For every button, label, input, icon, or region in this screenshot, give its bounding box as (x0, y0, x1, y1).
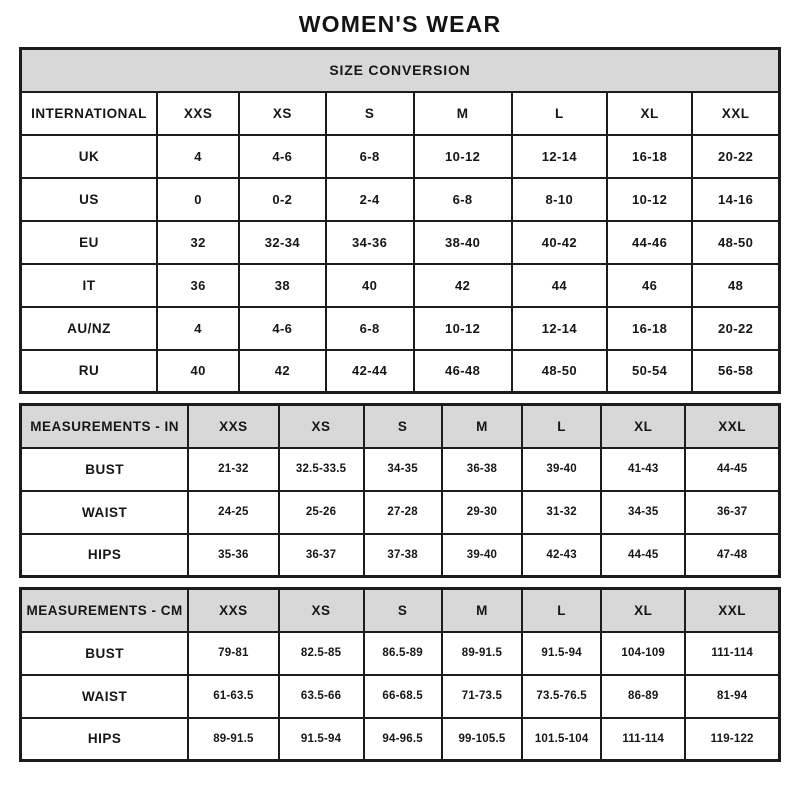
column-header-l: L (512, 92, 608, 135)
column-header-m: M (414, 92, 512, 135)
cell: 37-38 (364, 534, 442, 577)
column-header-l: L (522, 405, 601, 448)
page-title: WOMEN'S WEAR (298, 11, 502, 37)
table-row-aunz (21, 307, 780, 350)
table-row-hips (21, 534, 780, 577)
table-row-waist (21, 675, 780, 718)
cell: 42-43 (522, 534, 601, 577)
cell: 42-44 (326, 350, 414, 393)
cell: 81-94 (685, 675, 779, 718)
cell: 27-28 (364, 491, 442, 534)
size-conversion-banner: SIZE CONVERSION (21, 49, 780, 92)
cell: 16-18 (607, 135, 692, 178)
column-header-m: M (442, 405, 522, 448)
cell: 89-91.5 (442, 632, 522, 675)
cell: 6-8 (326, 135, 414, 178)
cell: 6-8 (414, 178, 512, 221)
column-header-s: S (364, 589, 442, 632)
column-header-s: S (364, 405, 442, 448)
table-row-us (21, 178, 780, 221)
cell: 4 (157, 135, 239, 178)
cell: 42 (414, 264, 512, 307)
table-banner-row (21, 49, 780, 92)
cell: 16-18 (607, 307, 692, 350)
cell: 119-122 (685, 718, 779, 761)
table-row-bust (21, 632, 780, 675)
cell: 10-12 (607, 178, 692, 221)
cell: 20-22 (692, 135, 779, 178)
cell: 4-6 (239, 307, 326, 350)
cell: 50-54 (607, 350, 692, 393)
cell: 44-45 (685, 448, 779, 491)
cell: 25-26 (279, 491, 364, 534)
row-label: EU (21, 221, 158, 264)
cell: 8-10 (512, 178, 608, 221)
cell: 71-73.5 (442, 675, 522, 718)
cell: 34-35 (364, 448, 442, 491)
cell: 20-22 (692, 307, 779, 350)
cell: 32 (157, 221, 239, 264)
cell: 40-42 (512, 221, 608, 264)
cell: 42 (239, 350, 326, 393)
cell: 39-40 (442, 534, 522, 577)
cell: 10-12 (414, 135, 512, 178)
cell: 6-8 (326, 307, 414, 350)
table-row-waist (21, 491, 780, 534)
cell: 38 (239, 264, 326, 307)
cell: 47-48 (685, 534, 779, 577)
cell: 82.5-85 (279, 632, 364, 675)
row-label: WAIST (21, 675, 189, 718)
cell: 24-25 (188, 491, 278, 534)
chart-container (0, 47, 800, 762)
cell: 91.5-94 (522, 632, 601, 675)
cell: 36-38 (442, 448, 522, 491)
cell: 32.5-33.5 (279, 448, 364, 491)
size-conversion-table (19, 47, 781, 394)
cell: 56-58 (692, 350, 779, 393)
column-header-xxl: XXL (685, 589, 779, 632)
column-header-row (21, 92, 780, 135)
column-header-xxl: XXL (692, 92, 779, 135)
column-header-xl: XL (601, 589, 685, 632)
row-label: IT (21, 264, 158, 307)
cell: 48-50 (512, 350, 608, 393)
column-header-l: L (522, 589, 601, 632)
measurements-in-table (19, 403, 781, 578)
cell: 91.5-94 (279, 718, 364, 761)
column-header-xxs: XXS (188, 405, 278, 448)
cell: 40 (326, 264, 414, 307)
cell: 34-36 (326, 221, 414, 264)
column-header-m: M (442, 589, 522, 632)
table-row-hips (21, 718, 780, 761)
cell: 63.5-66 (279, 675, 364, 718)
cell: 44-46 (607, 221, 692, 264)
column-header-xxs: XXS (188, 589, 278, 632)
row-label: HIPS (21, 534, 189, 577)
table-row-eu (21, 221, 780, 264)
cell: 0 (157, 178, 239, 221)
table-row-it (21, 264, 780, 307)
cell: 4 (157, 307, 239, 350)
row-label: AU/NZ (21, 307, 158, 350)
measurements-cm-header: MEASUREMENTS - CM (21, 589, 189, 632)
cell: 41-43 (601, 448, 685, 491)
cell: 4-6 (239, 135, 326, 178)
cell: 14-16 (692, 178, 779, 221)
table-row-bust (21, 448, 780, 491)
cell: 111-114 (685, 632, 779, 675)
measurements-in-header: MEASUREMENTS - IN (21, 405, 189, 448)
cell: 34-35 (601, 491, 685, 534)
cell: 61-63.5 (188, 675, 278, 718)
table-row-uk (21, 135, 780, 178)
cell: 111-114 (601, 718, 685, 761)
cell: 73.5-76.5 (522, 675, 601, 718)
cell: 31-32 (522, 491, 601, 534)
column-header-xxl: XXL (685, 405, 779, 448)
column-header-international: INTERNATIONAL (21, 92, 158, 135)
cell: 94-96.5 (364, 718, 442, 761)
measurements-cm-table (19, 587, 781, 762)
cell: 12-14 (512, 135, 608, 178)
cell: 29-30 (442, 491, 522, 534)
row-label: US (21, 178, 158, 221)
cell: 86-89 (601, 675, 685, 718)
cell: 44-45 (601, 534, 685, 577)
cell: 99-105.5 (442, 718, 522, 761)
cell: 66-68.5 (364, 675, 442, 718)
cell: 40 (157, 350, 239, 393)
row-label: WAIST (21, 491, 189, 534)
column-header-xs: XS (279, 589, 364, 632)
cell: 10-12 (414, 307, 512, 350)
column-header-row (21, 405, 780, 448)
cell: 46-48 (414, 350, 512, 393)
cell: 36-37 (279, 534, 364, 577)
cell: 35-36 (188, 534, 278, 577)
cell: 0-2 (239, 178, 326, 221)
row-label: UK (21, 135, 158, 178)
cell: 38-40 (414, 221, 512, 264)
cell: 89-91.5 (188, 718, 278, 761)
cell: 46 (607, 264, 692, 307)
row-label: RU (21, 350, 158, 393)
column-header-xs: XS (239, 92, 326, 135)
row-label: BUST (21, 632, 189, 675)
cell: 79-81 (188, 632, 278, 675)
cell: 2-4 (326, 178, 414, 221)
cell: 86.5-89 (364, 632, 442, 675)
cell: 101.5-104 (522, 718, 601, 761)
cell: 36-37 (685, 491, 779, 534)
row-label: HIPS (21, 718, 189, 761)
column-header-xl: XL (607, 92, 692, 135)
table-row-ru (21, 350, 780, 393)
cell: 48 (692, 264, 779, 307)
column-header-xxs: XXS (157, 92, 239, 135)
cell: 39-40 (522, 448, 601, 491)
cell: 36 (157, 264, 239, 307)
column-header-xl: XL (601, 405, 685, 448)
cell: 21-32 (188, 448, 278, 491)
cell: 32-34 (239, 221, 326, 264)
row-label: BUST (21, 448, 189, 491)
column-header-s: S (326, 92, 414, 135)
column-header-row (21, 589, 780, 632)
cell: 44 (512, 264, 608, 307)
column-header-xs: XS (279, 405, 364, 448)
cell: 48-50 (692, 221, 779, 264)
cell: 104-109 (601, 632, 685, 675)
cell: 12-14 (512, 307, 608, 350)
